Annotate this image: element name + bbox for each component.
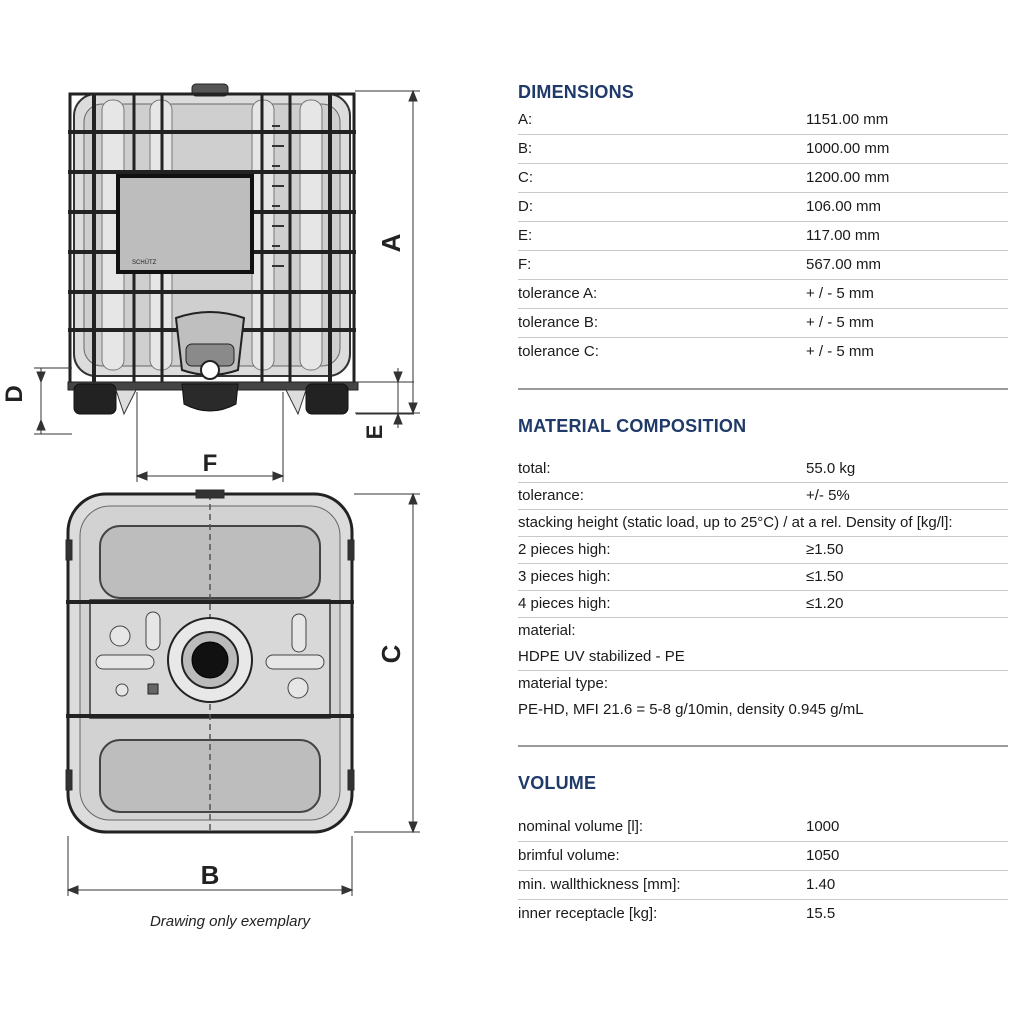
row-label: C: [518,169,533,186]
row-value: 1000.00 mm [806,140,890,157]
dimension-row [518,338,1008,366]
row-value: 1.40 [806,876,836,893]
row-label: tolerance B: [518,314,599,331]
stacking-text: stacking height (static load, up to 25°C) / at a rel. Density of [kg/l]: [518,514,953,531]
volume-row [518,842,1008,871]
dim-label-c: C [376,644,406,664]
dimension-d [34,368,72,434]
row-value: 15.5 [806,905,836,922]
material-type-value-row [518,697,1008,723]
material-row [518,456,1008,483]
row-label: B: [518,140,533,157]
stacking-heading-row [518,510,1008,537]
dim-label-f: F [202,450,218,477]
row-label: A: [518,111,533,128]
dim-label-e: E [362,424,387,440]
dimensions-section [518,78,1008,366]
dim-label-a: A [376,233,406,253]
row-label: 4 pieces high: [518,595,611,612]
volume-row [518,871,1008,900]
material-row [518,483,1008,510]
row-label: tolerance: [518,487,584,504]
stacking-row [518,591,1008,618]
section-divider [518,388,1008,390]
dimension-row [518,251,1008,280]
material-title: MATERIAL COMPOSITION [518,416,747,436]
row-value: ≥1.50 [806,541,844,558]
section-divider [518,745,1008,747]
material-section [518,412,1008,723]
drawing-caption: Drawing only exemplary [149,913,311,930]
row-value: ≤1.50 [806,568,844,585]
row-label: E: [518,227,533,244]
row-value: 106.00 mm [806,198,882,215]
row-label: D: [518,198,533,215]
front-view [68,84,358,414]
dimension-row [518,222,1008,251]
material-label-row [518,618,1008,644]
dimension-row [518,193,1008,222]
volume-section [518,769,1008,928]
material-type-label-row [518,671,1008,697]
dim-label-d: D [1,385,28,403]
plate-text: SCHÜTZ [132,260,157,266]
row-value: 1050 [806,847,840,864]
row-value: 567.00 mm [806,256,882,273]
row-label: nominal volume [l]: [518,818,644,835]
material-value-row [518,644,1008,671]
row-label: total: [518,460,551,477]
dimensions-title: DIMENSIONS [518,82,635,102]
row-label: tolerance C: [518,343,599,360]
dimension-e [356,368,414,428]
dimension-row [518,280,1008,309]
row-label: tolerance A: [518,285,598,302]
row-label: material: [518,622,576,639]
row-value: + / - 5 mm [806,285,874,302]
ibc-technical-drawing [0,0,500,1024]
row-label: F: [518,256,532,273]
stacking-row [518,564,1008,591]
dimension-row [518,309,1008,338]
row-value: +/- 5% [806,487,850,504]
volume-title: VOLUME [518,773,597,793]
row-value: + / - 5 mm [806,343,874,360]
row-value: ≤1.20 [806,595,844,612]
dimension-row [518,106,1008,135]
row-value: 117.00 mm [806,227,880,244]
row-label: material type: [518,675,609,692]
dim-label-b: B [200,860,220,890]
row-label: inner receptacle [kg]: [518,905,658,922]
row-value: HDPE UV stabilized - PE [518,648,685,665]
row-label: 3 pieces high: [518,568,611,585]
dimension-row [518,164,1008,193]
top-view [66,490,354,832]
row-value: + / - 5 mm [806,314,874,331]
volume-row [518,900,1008,928]
row-label: 2 pieces high: [518,541,611,558]
volume-row [518,813,1008,842]
row-value: 1200.00 mm [806,169,890,186]
row-value: 1151.00 mm [806,111,889,128]
dimension-row [518,135,1008,164]
row-value: PE-HD, MFI 21.6 = 5-8 g/10min, density 0.945 g/mL [518,701,864,718]
row-label: min. wallthickness [mm]: [518,876,681,893]
stacking-row [518,537,1008,564]
row-value: 1000 [806,818,840,835]
row-label: brimful volume: [518,847,620,864]
row-value: 55.0 kg [806,460,856,477]
specifications [518,78,1008,928]
